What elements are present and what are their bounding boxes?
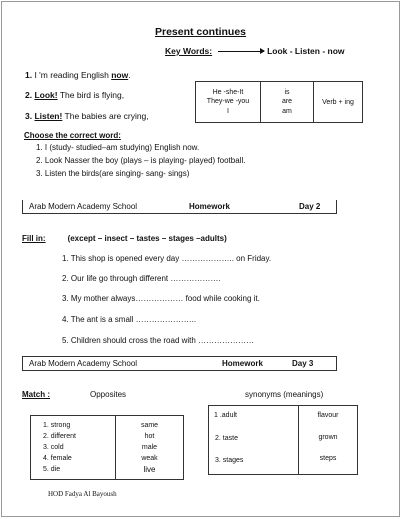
signature: HOD Fadya Al Bayoush	[48, 490, 117, 498]
subjects-cell: He -she-It They-we -you I	[196, 82, 261, 123]
homework-bar-day-2	[22, 200, 337, 214]
key-words-label: Key Words:	[165, 46, 213, 56]
fill-in-heading-line	[22, 234, 227, 243]
rule-cell: Verb + ing	[314, 82, 363, 123]
synonyms-box: 1 .adult 2. taste 3. stages flavour grown steps	[208, 405, 358, 475]
choose-item-1: 1. I (study- studied–am studying) English now.	[36, 143, 200, 152]
arrow-right-icon	[218, 51, 264, 52]
example-sentence-3: 3. Listen! The babies are crying,	[25, 111, 149, 121]
page-title: Present continues	[154, 26, 247, 38]
fill-item-3: 3. My mother always……………… food while cooking it.	[62, 294, 260, 303]
opposites-left-column: 1. strong 2. different 3. cold 4. female 5. die	[43, 422, 76, 473]
match-heading: Match :	[22, 390, 50, 399]
fill-item-2: 2. Our life go through different ……………….	[62, 274, 221, 283]
choose-heading: Choose the correct word:	[24, 131, 121, 140]
day-label: Day 2	[299, 202, 321, 211]
homework-bar-day-3	[22, 356, 337, 371]
day-label: Day 3	[292, 359, 314, 368]
homework-label: Homework	[222, 359, 263, 368]
keyword-look: Look!	[34, 90, 58, 100]
fill-in-heading: Fill in:	[22, 234, 46, 243]
fill-item-4: 4. The ant is a small …………………..	[62, 315, 197, 324]
key-words-list: Look - Listen - now	[267, 46, 345, 56]
worksheet-page	[1, 1, 400, 517]
school-name: Arab Modern Academy School	[29, 359, 138, 368]
fill-item-5: 5. Children should cross the road with …………………	[62, 336, 255, 345]
keyword-now: now	[111, 70, 129, 80]
opposites-label: Opposites	[90, 390, 127, 399]
word-bank: (except – insect – tastes – stages –adults)	[67, 234, 227, 243]
fill-item-1: 1. This shop is opened every day ……………….. on Friday.	[62, 254, 272, 263]
example-sentence-2: 2. Look! The bird is flying,	[25, 90, 125, 100]
homework-label: Homework	[189, 202, 230, 211]
choose-item-2: 2. Look Nasser the boy (plays – is playing- played) football.	[36, 156, 246, 165]
synonyms-label: synonyms (meanings)	[245, 390, 324, 399]
key-words-line	[165, 46, 345, 56]
opposites-right-column: same hot male weak live	[140, 422, 159, 474]
keyword-listen: Listen!	[34, 111, 63, 121]
grammar-table	[195, 81, 363, 123]
school-name: Arab Modern Academy School	[29, 202, 138, 211]
opposites-box	[30, 415, 184, 480]
choose-item-3: 3. Listen the birds(are singing- sang- sings)	[36, 169, 190, 178]
verb-to-be-cell: is are am	[261, 82, 314, 123]
example-sentence-1: 1. I 'm reading English now.	[25, 70, 131, 80]
